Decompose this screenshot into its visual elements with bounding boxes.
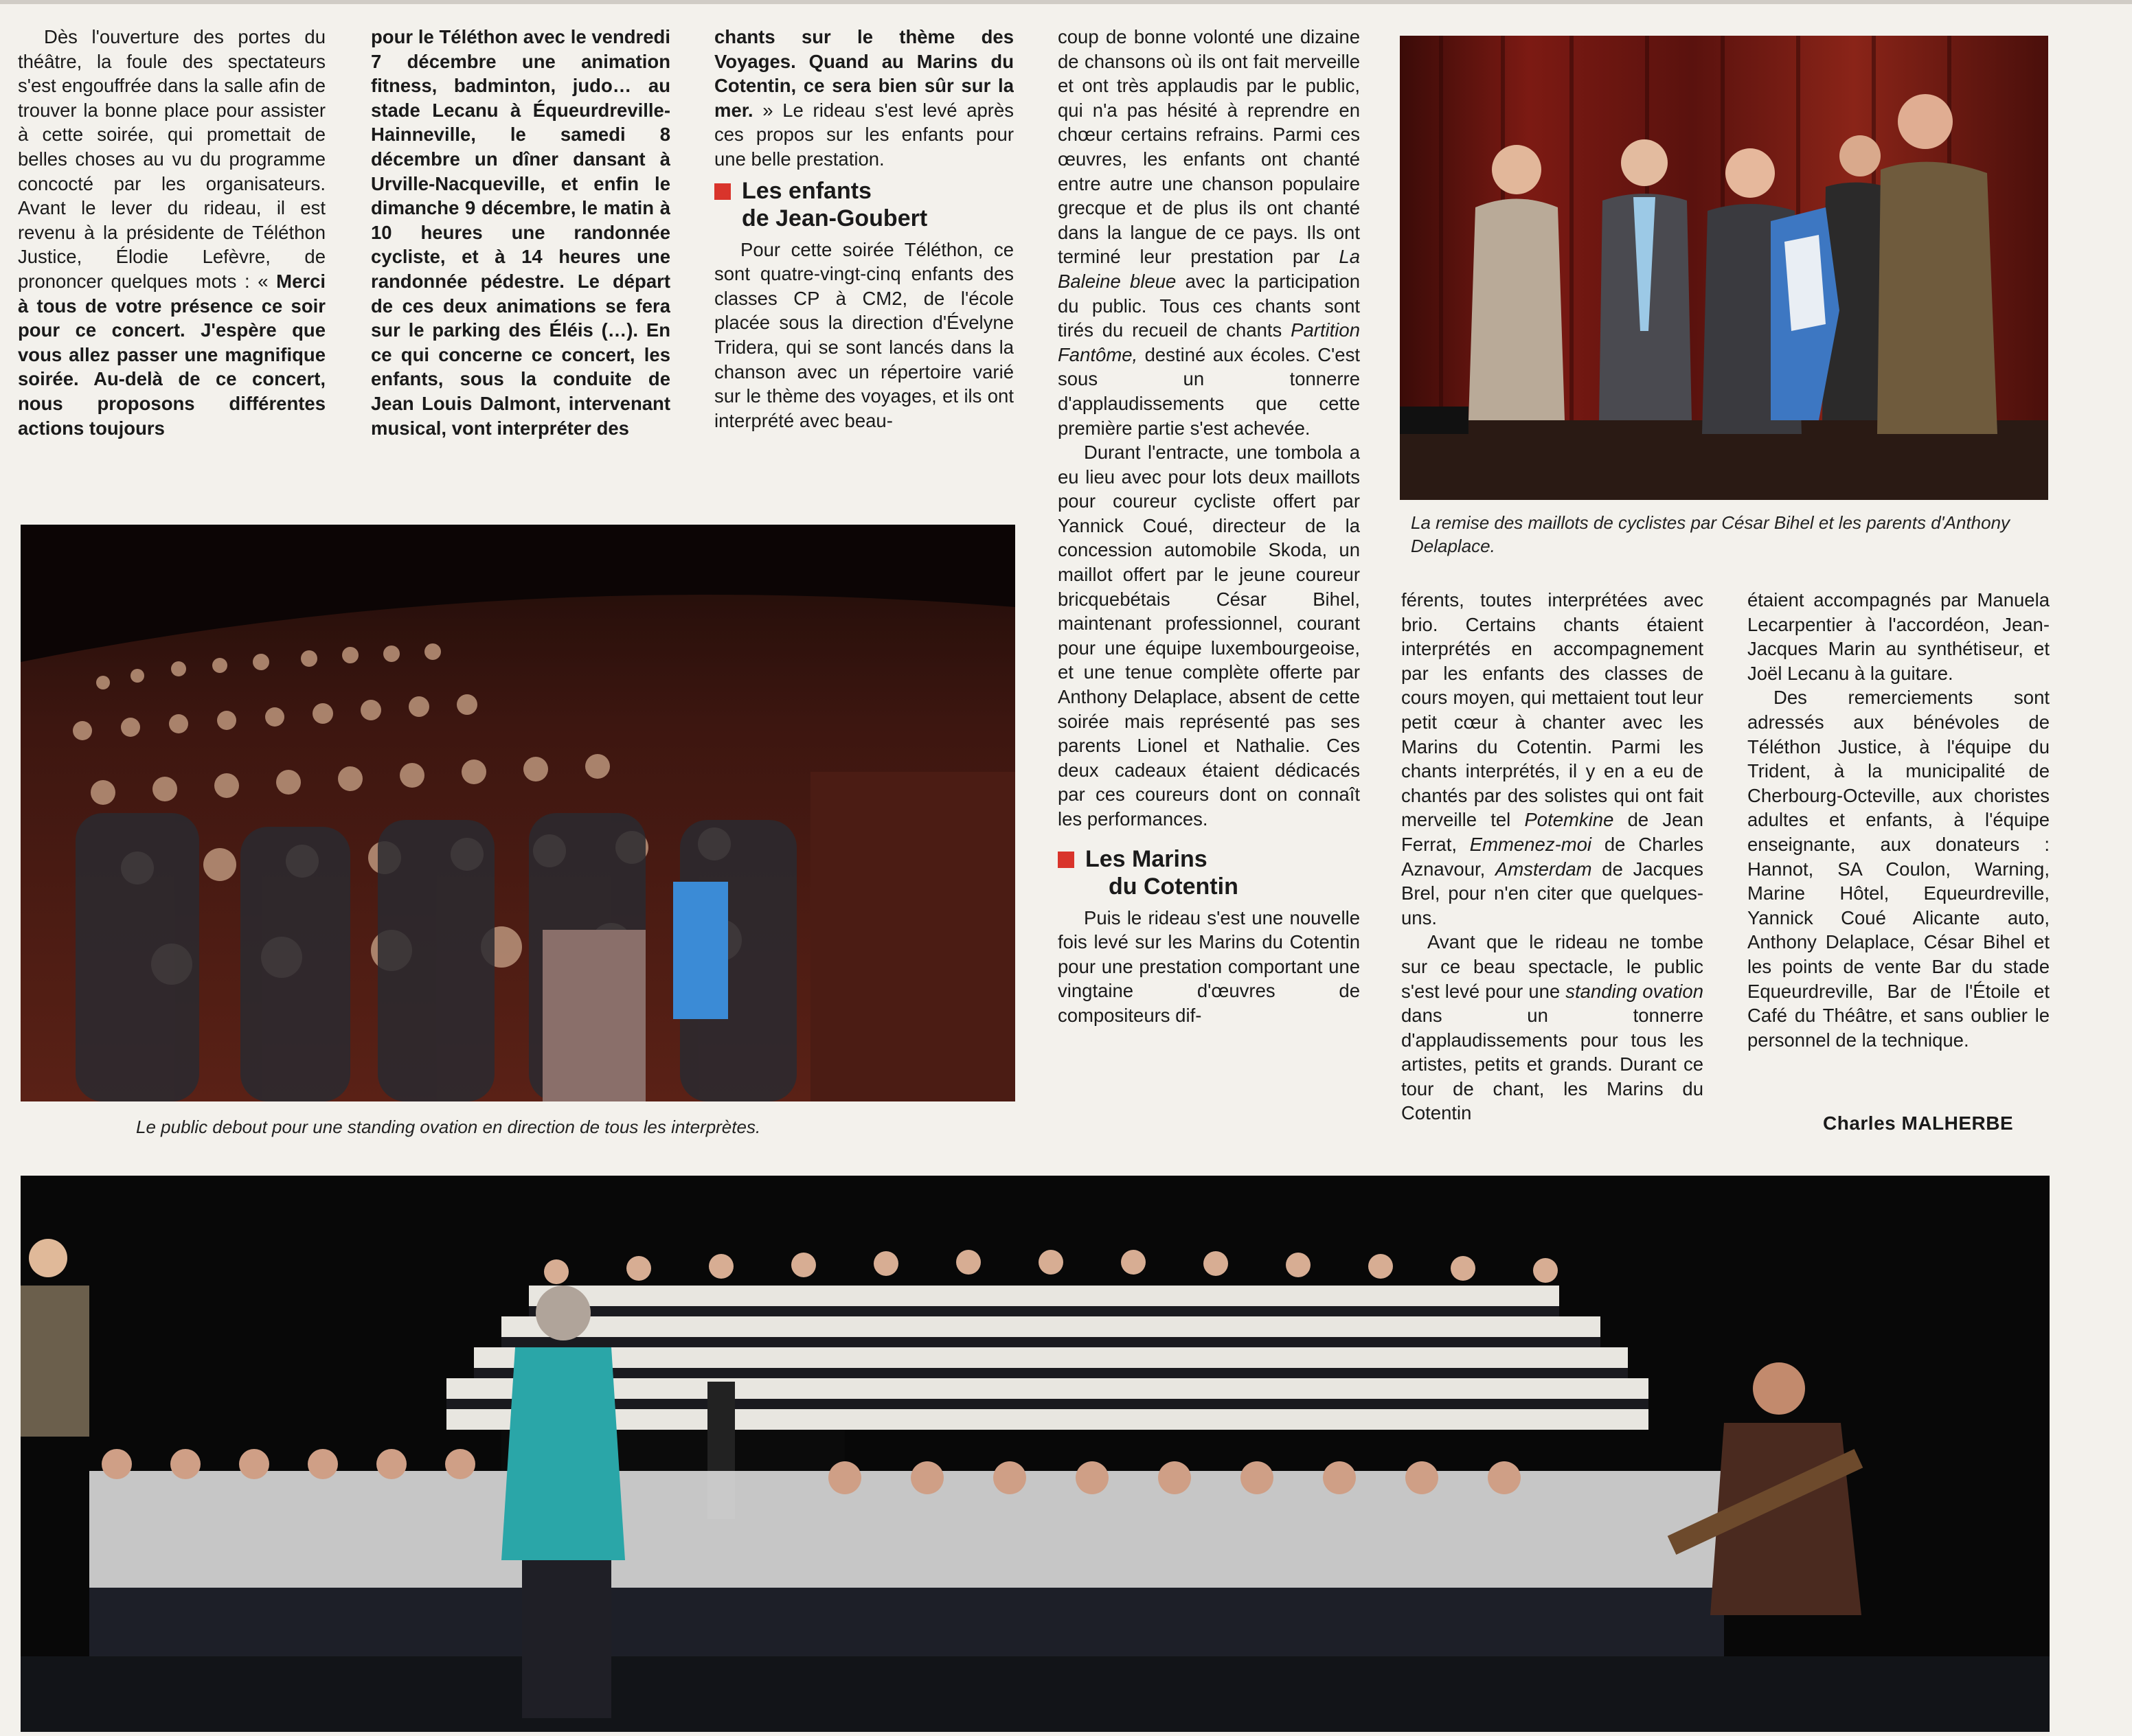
col5-p2-italic: standing ovation [1565,980,1703,1002]
subhead-marins-line2: du Cotentin [1109,873,1238,900]
enfants-paragraph: Pour cette soirée Téléthon, ce sont quatre-vingt-cinq enfants des classes CP à CM2, de l'école placée sous la direction d'Évelyne Tridera, qui se sont lancés dans la chanson avec un répertoire varié sur le thème des voyages, et ils ont interprété avec beau- [714,238,1014,431]
col6-paragraph-1: étaient accompagnés par Manuela Lecarpentier à l'accordéon, Jean-Jacques Marin au synthétiseur, et Joël Lecanu à la guitare. [1747,589,2050,684]
col6-paragraph-2: Des remerciements sont adressés aux bénévoles de Téléthon Justice, à l'équipe du Trident, à la municipalité de Cherbourg-Octeville, aux choristes adultes et enfants, à l'équipe enseignante, aux donateurs : Hannot, SA Coulon, Warning, Marine Hôtel, Equeurdreville, Yannick Coué Alicante auto, Anthony Delaplace, César Bihel et les points de vente Bar du stade Equeurdreville, Bar de l'Étoile et Café du Théâtre, et sans oublier le personnel de la technique. [1747,687,2050,1051]
col4-text-c: destiné aux écoles. C'est sous un tonnerre d'applaudissements que cette première partie s'est achevée. [1058,343,1360,439]
choir-photo-image [21,1176,2050,1732]
quote-end-bold: chants sur le thème des Voyages. Quand au Marins du Cotentin, ce sera bien sûr sur la mer. [714,26,1014,121]
article-column-3 [714,25,1014,499]
quote-end-text: » Le rideau s'est levé après ces propos sur les enfants pour une belle prestation. [714,99,1014,170]
col5-italic-a: Potemkine [1524,809,1614,831]
subhead-marins-line1: Les Marins [1085,845,1207,872]
tombola-paragraph: Durant l'entracte, une tombola a eu lieu avec pour lots deux maillots pour coureur cycliste offert par Yannick Coué, directeur de la concession automobile Skoda, un maillot offert par le jeune coureur bricquebétais César Bihel, maintenant professionnel, courant pour une équipe luxembourgeoise, et une tenue complète offerte par Anthony Delaplace, absent de cette soirée mais représenté pas ses parents Lionel et Nathalie. Ces deux cadeaux étaient dédicacés par ces coureurs dont on connaît les performances. [1058,442,1360,830]
cyclists-photo-image [1400,36,2048,500]
cyclists-photo [1400,36,2048,500]
col5-text-d: de Jacques Brel, pour n'en citer que quelques-uns. [1401,858,1703,928]
col5-text-b: de Jean Ferrat, [1401,809,1703,855]
subhead-enfants-line2: de Jean-Goubert [742,205,928,231]
subhead-marins [1058,845,1360,900]
audience-photo [21,525,1015,1101]
quote-bold-text: Merci à tous de votre présence ce soir pour ce concert. J'espère que vous allez passer une magnifique soirée. Au-delà de ce concert, nous proposons différentes actions toujours [18,270,326,439]
page-top-edge [0,0,2132,4]
article-column-6 [1747,588,2050,1096]
article-column-1 [18,25,326,492]
column-1-text: Dès l'ouverture des portes du théâtre, la foule des spectateurs s'est engouffrée dans la salle afin de trouver la bonne place pour assister à cette soirée, qui promettait de belles choses au vu du programme concocté par les organisateurs. Avant le lever du rideau, il est revenu à la présidente de Téléthon Justice, Élodie Lefèvre, de prononcer quelques mots : « [18,26,326,292]
col4-italic-a: La Baleine bleue [1058,246,1360,292]
audience-photo-image [21,525,1015,1101]
col4-italic-b: Partition Fantôme, [1058,319,1360,365]
col5-italic-c: Amsterdam [1495,858,1592,880]
article-column-4 [1058,25,1360,1151]
red-square-icon [1058,852,1074,868]
red-square-icon [714,183,731,200]
subhead-enfants-line1: Les enfants [742,177,872,204]
author-signature: Charles MALHERBE [1823,1112,2014,1134]
cyclists-photo-caption: La remise des maillots de cyclistes par César Bihel et les parents d'Anthony Delaplace. [1411,512,2010,556]
col4-text-a: coup de bonne volonté une dizaine de chansons où ils ont fait merveille et ont très applaudis par le public, qui n'a pas hésité à reprendre en chœur certains refrains. Parmi ces œuvres, les enfants ont chanté entre autre une chanson populaire grecque et de plus ils ont chanté dans la langue de ce pays. Ils ont terminé leur prestation par [1058,26,1360,268]
col5-italic-b: Emmenez-moi [1469,833,1592,855]
col5-text-a: férents, toutes interprétées avec brio. Certains chants étaient interprétés en accompagnement par les enfants des classes de cours moyen, qui mettaient tout leur petit cœur à chanter avec les Marins du Cotentin. Parmi les chants interprétés, il y en a eu de chantés par des solistes qui ont fait merveille tel [1401,589,1703,831]
col5-text-c: de Charles Aznavour, [1401,833,1703,880]
column-2-text: pour le Téléthon avec le vendredi 7 décembre une animation fitness, badminton, judo… au stade Lecanu à Équeurdreville-Hainneville, le samedi 8 décembre un dîner dansant à Urville-Nacqueville, et enfin le dimanche 9 décembre, le matin à 10 heures une randonnée cycliste, et à 14 heures une randonnée pédestre. Le départ de ces deux animations se fera sur le parking des Éléis (…). En ce qui concerne ce concert, les enfants, sous la conduite de Jean Louis Dalmont, intervenant musical, vont interpréter des [371,26,670,439]
col5-p2-b: dans un tonnerre d'applaudissements pour tous les artistes, petits et grands. Durant ce tour de chant, les Marins du Cotentin [1401,1005,1703,1124]
col4-text-b: avec la participation du public. Tous ces chants sont tirés du recueil de chants [1058,270,1360,341]
col5-p2-a: Avant que le rideau ne tombe sur ce beau spectacle, le public s'est levé pour une [1401,931,1703,1002]
article-column-5 [1401,588,1703,1151]
audience-photo-caption: Le public debout pour une standing ovation en direction de tous les interprètes. [136,1117,761,1137]
marins-paragraph: Puis le rideau s'est une nouvelle fois levé sur les Marins du Cotentin pour une prestation comportant une vingtaine d'œuvres de compositeurs dif- [1058,906,1360,1026]
article-column-2 [371,25,670,492]
choir-photo [21,1176,2050,1732]
subhead-enfants [714,177,1014,232]
